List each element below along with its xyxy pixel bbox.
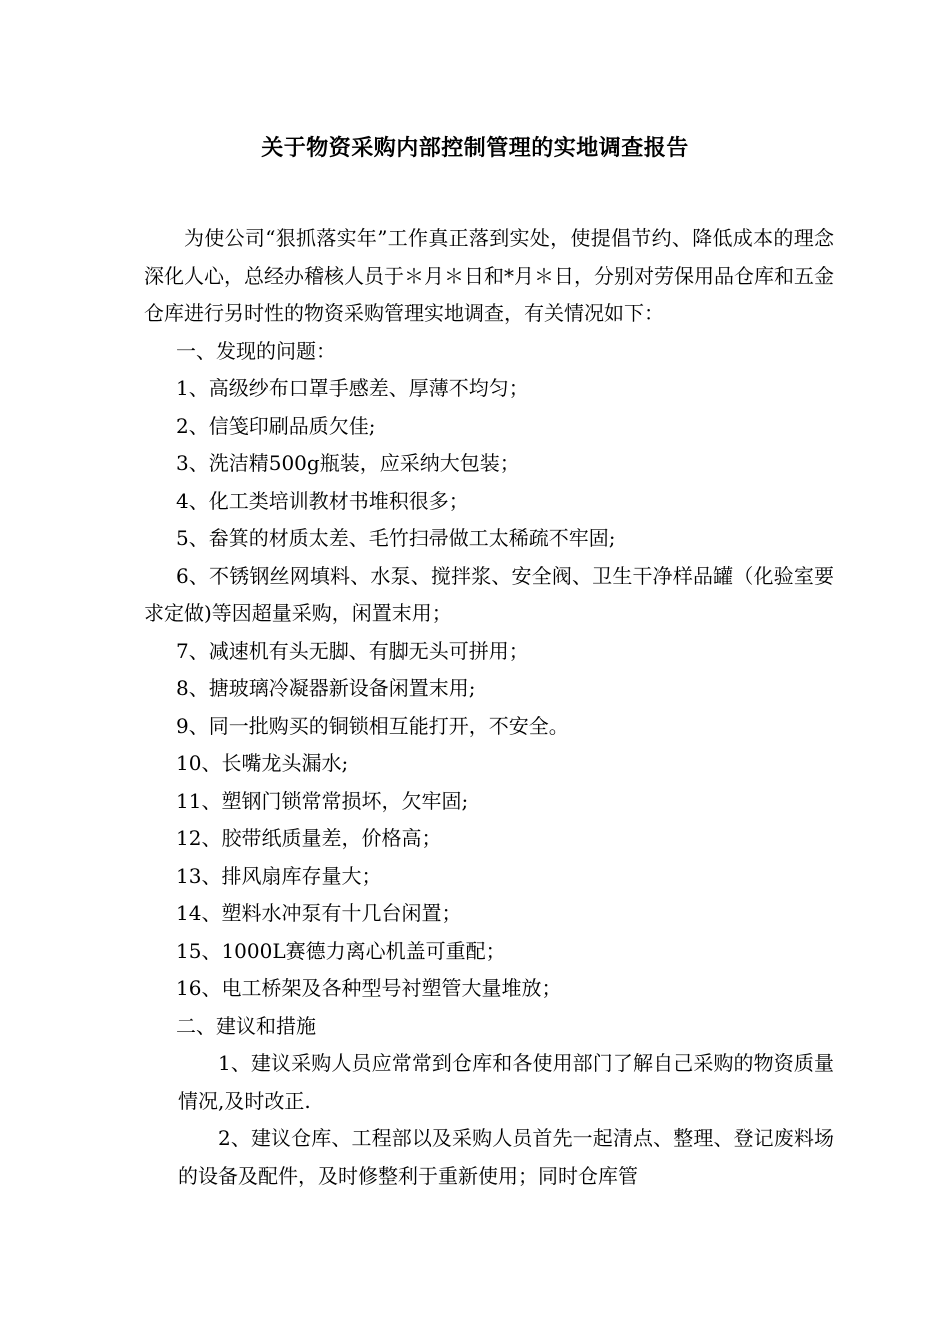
section-heading-suggestions: 二、建议和措施 <box>176 1013 316 1038</box>
issue-item: 15、1000L赛德力离心机盖可重配； <box>176 938 506 963</box>
issue-item: 7、减速机有头无脚、有脚无头可拼用； <box>176 638 529 663</box>
issue-item: 3、洗洁精500g瓶装，应采纳大包装； <box>176 451 520 475</box>
suggestion-item: 2、建议仓库、工程部以及采购人员首先一起清点、整理、登记废料场的设备及配件，及时修整利于重新使用；同时仓库管 <box>178 1126 834 1188</box>
issue-item: 5、畚箕的材质太差、毛竹扫帚做工太稀疏不牢固; <box>176 526 616 550</box>
issue-item: 4、化工类培训教材书堆积很多； <box>176 488 469 513</box>
issue-item: 12、胶带纸质量差，价格高； <box>176 826 442 850</box>
issue-item: 6、不锈钢丝网填料、水泵、搅拌浆、安全阀、卫生干净样品罐（化验室要求定做)等因超量采购，闲置末用； <box>144 563 834 625</box>
section-heading-problems: 一、发现的问题： <box>176 338 336 363</box>
issue-item: 8、搪玻璃冷凝器新设备闲置末用; <box>176 676 476 700</box>
issue-item: 16、电工桥架及各种型号衬塑管大量堆放； <box>176 976 562 1000</box>
issue-item: 11、塑钢门锁常常损坏，欠牢固; <box>176 788 469 813</box>
issue-item: 1、高级纱布口罩手感差、厚薄不均匀； <box>176 376 529 400</box>
issue-item: 9、同一批购买的铜锁相互能打开，不安全。 <box>176 713 569 738</box>
issue-item: 2、信笺印刷品质欠佳; <box>176 413 376 438</box>
issue-item: 14、塑料水冲泵有十几台闲置； <box>176 901 462 925</box>
page-title: 关于物资采购内部控制管理的实地调查报告 <box>261 135 689 161</box>
document-body <box>144 220 834 1195</box>
intro-paragraph: 为使公司“狠抓落实年”工作真正落到实处，使提倡节约、降低成本的理念深化人心，总经办稽核人员于＊月＊日和*月＊日，分别对劳保用品仓库和五金仓库进行另时性的物资采购管理实地调查，有关情况如下： <box>144 226 834 325</box>
issue-item: 13、排风扇库存量大； <box>176 863 382 888</box>
issue-item: 10、长嘴龙头漏水; <box>176 751 349 775</box>
suggestion-item: 1、建议采购人员应常常到仓库和各使用部门了解自己采购的物资质量情况,及时改正. <box>178 1051 834 1113</box>
